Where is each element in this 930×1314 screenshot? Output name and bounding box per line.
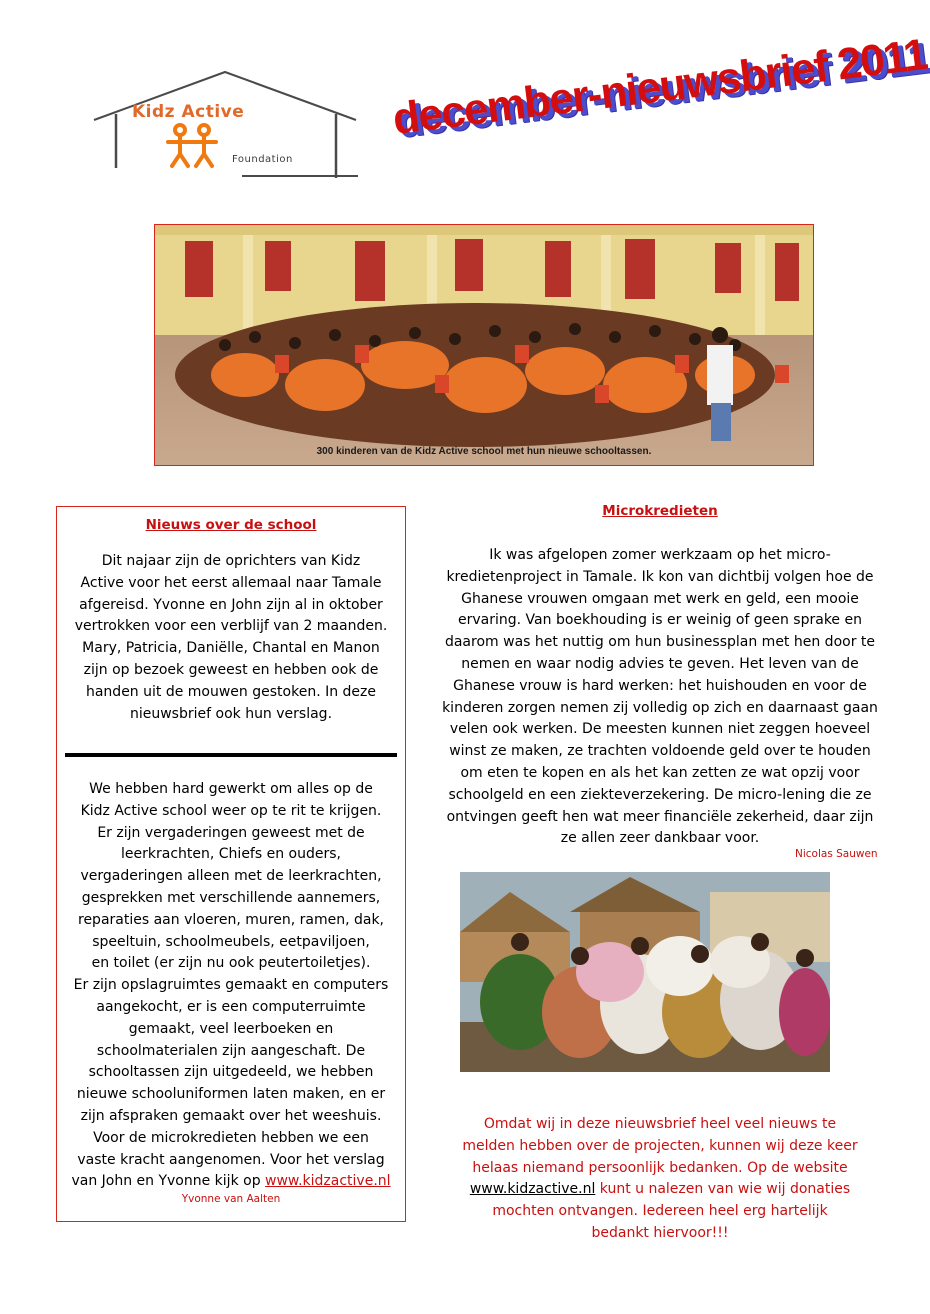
thank-you-note: [430, 1114, 890, 1245]
school-photo-caption: 300 kinderen van de Kidz Active school met hun nieuwe schooltassen.: [316, 446, 652, 457]
section-divider: [65, 753, 397, 757]
women-photo-illustration: [460, 872, 830, 1072]
newsletter-title: december-nieuwsbrief 2011: [390, 29, 930, 144]
microcredit-women-photo: [460, 872, 830, 1072]
thank-you-text-before: Omdat wij in deze nieuwsbrief heel veel nieuws te melden hebben over de projecten, kunnen wij deze keer helaas niemand persoonlijk bedanken. Op de website: [462, 1116, 858, 1176]
kidzactive-link-1[interactable]: www.kidzactive.nl: [265, 1173, 391, 1190]
logo-foundation-text: Foundation: [232, 154, 293, 165]
kidz-active-logo: [92, 68, 358, 180]
kidzactive-link-2[interactable]: www.kidzactive.nl: [469, 1181, 596, 1198]
school-news-heading: Nieuws over de school: [145, 517, 317, 533]
microcredit-heading: Microkredieten: [602, 503, 718, 519]
school-news-box: [56, 506, 406, 1222]
school-photo-illustration: [155, 225, 813, 465]
signature-nicolas: Nicolas Sauwen: [795, 848, 878, 860]
microcredit-paragraph: Ik was afgelopen zomer werkzaam op het micro- kredietenproject in Tamale. Ik kon van dichtbij volgen hoe de Ghanese vrouwen omgaan met werk en geld, een mooie ervaring. Van boekhouding is er weinig of geen sprake en daarom was het nuttig om hun businessplan met hen door te nemen en waar nodig advies te geven. Het leven van de Ghanese vrouw is hard werken: het huishouden en voor de kinderen zorgen nemen zij volledig op zich en daarnaast gaan velen ook werken. De meesten kunnen niet zeggen hoeveel winst ze maken, ze trachten voldoende geld over te houden om eten te kopen en als het kan zetten ze wat opzij voor schoolgeld en een ziekteverzekering. De micro-lening die ze ontvingen geeft hen wat meer financiële zekerheid, daar zijn ze allen zeer dankbaar voor.: [442, 547, 878, 847]
school-news-paragraph-2-text: We hebben hard gewerkt om alles op de Kidz Active school weer op te rit te krijgen. Er zijn vergaderingen geweest met de leerkrachten, Chiefs en ouders, vergaderingen alleen met de leerkrachten, gesprekken met verschillende aannemers, reparaties aan vloeren, muren, ramen, dak, speeltuin, schoolmeubels, eetpaviljoen, en toilet (er zijn nu ook peutertoiletjes). Er zijn opslagruimtes gemaakt en computers aangekocht, er is een computerruimte gemaakt, veel leerboeken en schoolmaterialen zijn aangeschaft. De schooltassen zijn uitgedeeld, we hebben nieuwe schooluniformen laten maken, en er zijn afspraken gemaakt over het weeshuis. Voor de microkredieten hebben we een vaste kracht aangenomen. Voor het verslag van John en Yvonne kijk op: [71, 781, 389, 1190]
school-children-photo: [154, 224, 814, 466]
house-roof-icon: [92, 68, 358, 180]
school-news-paragraph-2: [63, 779, 399, 1193]
school-news-paragraph-1: Dit najaar zijn de oprichters van Kidz Active voor het eerst allemaal naar Tamale afgereisd. Yvonne en John zijn al in oktober vertrokken voor een verblijf van 2 maanden. Mary, Patricia, Daniëlle, Chantal en Manon zijn op bezoek geweest en hebben ook de handen uit de mouwen gestoken. In deze nieuwsbrief ook hun verslag.: [74, 553, 388, 722]
signature-yvonne: Yvonne van Aalten: [181, 1193, 281, 1205]
logo-brand-text: Kidz Active: [132, 102, 245, 122]
thank-you-text-after: kunt u nalezen van wie wij donaties mochten ontvangen. Iedereen heel erg hartelijk bedankt hiervoor!!!: [492, 1181, 851, 1241]
